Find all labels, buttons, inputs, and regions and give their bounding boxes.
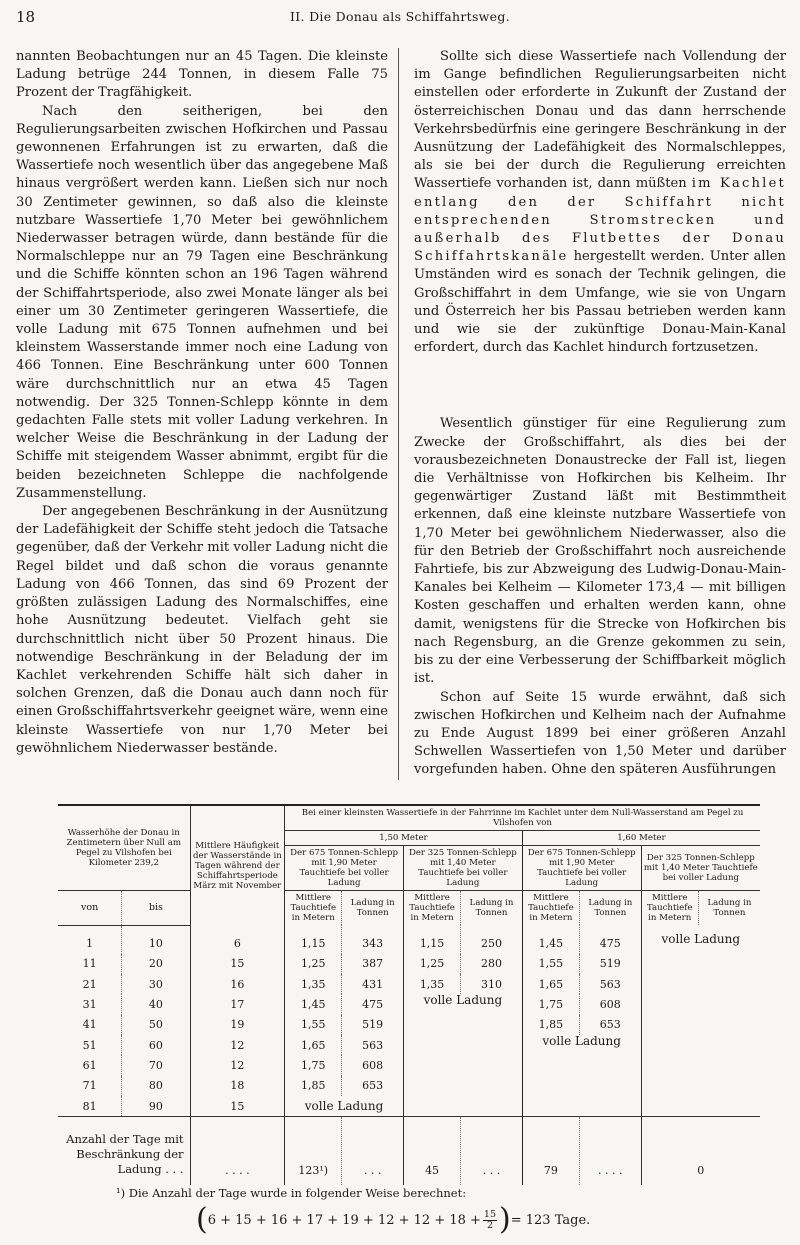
- sum-325-150: 45: [403, 1117, 460, 1186]
- paren-open: (: [196, 1202, 208, 1237]
- cell-bis: 70: [122, 1055, 190, 1075]
- cell-von: 81: [82, 1099, 97, 1113]
- header-depth-4: Mittlere Tauchtiefe in Metern: [641, 891, 698, 926]
- cell-load-675-150: 653: [342, 1076, 404, 1096]
- sum-label: Anzahl der Tage mit Beschränkung der Ladung . . .: [58, 1117, 190, 1186]
- cell-full-load-325-160: volle Ladung: [641, 925, 760, 1117]
- running-title: II. Die Donau als Schiffahrtsweg.: [290, 9, 510, 24]
- cell-full-load-675-160: volle Ladung: [522, 1035, 641, 1117]
- cell-von: 21: [82, 977, 97, 991]
- cell-depth-675-160: 1,55: [522, 954, 579, 974]
- right-paragraph-1: [414, 48, 786, 357]
- formula-result: = 123 Tage.: [510, 1212, 591, 1228]
- cell-full-load-325-150: volle Ladung: [403, 994, 522, 1116]
- cell-depth-675-150: 1,75: [285, 1055, 342, 1075]
- sum-675-150: 123¹): [285, 1117, 342, 1186]
- header-frequency: Mittlere Häufigkeit der Wasserstände in Tagen während der Schiffahrtsperiode März mit November: [190, 805, 285, 925]
- cell-load-675-150: 431: [342, 974, 404, 994]
- cell-load-675-160: 653: [579, 1015, 641, 1035]
- cell-bis: 20: [122, 954, 190, 974]
- cell-bis: 10: [122, 925, 190, 954]
- header-325-160: Der 325 Tonnen-Schlepp mit 1,40 Meter Tauchtiefe bei voller Ladung: [641, 846, 760, 891]
- sum-325-160: 0: [641, 1117, 760, 1186]
- cell-load-675-160: 519: [579, 954, 641, 974]
- fraction-denominator: 2: [486, 1219, 493, 1231]
- cell-frequency: 19: [190, 1015, 285, 1035]
- right-column: [414, 48, 786, 780]
- cell-bis: 50: [122, 1015, 190, 1035]
- cell-depth-675-150: 1,45: [285, 994, 342, 1014]
- header-depth-2: Mittlere Tauchtiefe in Metern: [403, 891, 460, 926]
- cell-von: 51: [82, 1038, 97, 1052]
- left-paragraph-3: Der angegebenen Beschränkung in der Ausnützung der Ladefähigkeit der Schiffe steht jedoch die Tatsache gegenüber, daß der Verkehr mit voller Ladung nicht die Regel bildet und daß schon die voraus genannte Ladung von 466 Tonnen, das sind 69 Prozent der größten zulässigen Ladung des Normalschiffes, eine hohe Ausnützung bedeutet. Vielfach geht sie durchschnittlich nicht über 50 Prozent hinaus. Die notwendige Beschränkung in der Beladung der im Kachlet verkehrenden Schiffe hält sich daher in solchen Grenzen, daß die Donau auch dann noch für einen Großschiffahrtsverkehr geeignet wäre, wenn eine kleinste Wassertiefe von nur 1,70 Meter bei gewöhnlichem Niederwasser bestände.: [16, 504, 388, 756]
- paren-close: ): [499, 1202, 511, 1237]
- header-von: von: [58, 891, 122, 926]
- right-paragraph-2: Wesentlich günstiger für eine Regulierung zum Zwecke der Großschiffahrt, als dies bei der vorausbezeichneten Donaustrecke der Fall ist, liegen die Verhältnisse von Hofkirchen bis Kelheim. Ihr gegenwärtiger Zustand läßt mit Bestimmtheit erkennen, daß eine kleinste nutzbare Wassertiefe von 1,70 Meter bei gewöhnlichem Niederwasser, also die für den Betrieb der Großschiffahrt noch ausreichende Fahrtiefe, bis zur Abzweigung des Ludwig-Donau-Main-Kanales bei Kelheim — Kilometer 173,4 — mit billigen Kosten geschaffen und erhalten werden kann, ohne damit, wenigstens für die Strecke von Hofkirchen bis nach Regensburg, an die Grenze gekommen zu sein, bis zu der eine Verbesserung der Schiffbarkeit möglich ist.: [414, 416, 786, 687]
- sum-675-150-load: . . .: [342, 1117, 404, 1186]
- header-325-150: Der 325 Tonnen-Schlepp mit 1,40 Meter Tauchtiefe bei voller Ladung: [403, 846, 522, 891]
- header-depth-3: Mittlere Tauchtiefe in Metern: [522, 891, 579, 926]
- cell-von: 61: [82, 1058, 97, 1072]
- cell-load-325-150: 250: [461, 925, 523, 954]
- left-column: [16, 48, 388, 758]
- cell-load-675-160: 475: [579, 925, 641, 954]
- sum-frequency: . . . .: [190, 1117, 285, 1186]
- cell-frequency: 15: [190, 954, 285, 974]
- header-load-3: Ladung in Tonnen: [579, 891, 641, 926]
- cell-load-675-150: 387: [342, 954, 404, 974]
- cell-load-675-150: 343: [342, 925, 404, 954]
- header-main: Bei einer kleinsten Wassertiefe in der Fahrrinne im Kachlet unter dem Null-Wasserstand am Pegel zu Vilshofen von: [285, 805, 760, 831]
- right-paragraph-1-spaced: im Kachlet entlang den der Schiffahrt nicht entsprechenden Stromstrecken und außerhalb des Flutbettes der Donau Schiffahrtskanäle: [414, 176, 786, 265]
- left-paragraph-2: Nach den seitherigen, bei den Regulierungsarbeiten zwischen Hofkirchen und Passau gewonnenen Erfahrungen ist zu erwarten, daß die Wassertiefe noch wesentlich über das angegebene Maß hinaus vergrößert werden kann. Ließen sich nur noch 30 Zentimeter gewinnen, so daß also die kleinste nutzbare Wassertiefe 1,70 Meter bei gewöhnlichem Niederwasser betragen würde, dann bestände für die Normalschleppe nur an 79 Tagen eine Beschränkung und die Schiffe könnten schon an 196 Tagen während der Schiffahrtsperiode, also zwei Monate länger als bei einer um 30 Zentimeter geringeren Wassertiefe, die volle Ladung mit 675 Tonnen aufnehmen und bei kleinstem Wasserstande immer noch eine Ladung von 466 Tonnen. Eine Beschränkung unter 600 Tonnen wäre durchschnittlich nur an etwa 45 Tagen notwendig. Der 325 Tonnen-Schlepp könnte in dem gedachten Falle stets mit voller Ladung verkehren. In welcher Weise die Beschränkung in der Ladung der Schiffe mit steigendem Wasser abnimmt, ergibt für die beiden bezeichneten Schleppe die nachfolgende Zusammenstellung.: [16, 103, 388, 501]
- sum-325-150-load: . . .: [461, 1117, 523, 1186]
- cell-load-325-150: 310: [461, 974, 523, 994]
- cell-von: 31: [82, 998, 97, 1012]
- cell-depth-675-150: 1,55: [285, 1015, 342, 1035]
- cell-frequency: 12: [190, 1035, 285, 1055]
- cell-depth-675-150: 1,35: [285, 974, 342, 994]
- right-paragraph-1-text-b: hergestellt werden. Unter allen Umständen wird es sonach der Technik gelingen, die Großschiffahrt in dem Umfange, wie sie von Ungarn und Österreich her bis Passau betrieben werden kann und wie sie der zukünftige Donau-Main-Kanal erfordert, durch das Kachlet hindurch fortzusetzen.: [414, 249, 786, 356]
- header-675-160: Der 675 Tonnen-Schlepp mit 1,90 Meter Tauchtiefe bei voller Ladung: [522, 846, 641, 891]
- cell-depth-675-160: 1,75: [522, 994, 579, 1014]
- header-150: 1,50 Meter: [285, 831, 523, 846]
- footnote: ¹) Die Anzahl der Tage wurde in folgender Weise berechnet:: [116, 1186, 467, 1200]
- cell-bis: 60: [122, 1035, 190, 1055]
- cell-depth-325-150: 1,35: [403, 974, 460, 994]
- cell-load-325-150: 280: [461, 954, 523, 974]
- cell-frequency: 16: [190, 974, 285, 994]
- cell-full-load-675-150: volle Ladung: [285, 1096, 404, 1117]
- cell-depth-675-160: 1,45: [522, 925, 579, 954]
- cell-depth-325-150: 1,15: [403, 925, 460, 954]
- cell-depth-675-160: 1,65: [522, 974, 579, 994]
- sum-675-160-load: . . . .: [579, 1117, 641, 1186]
- cell-load-675-160: 563: [579, 974, 641, 994]
- cell-frequency: 18: [190, 1076, 285, 1096]
- header-water-level: Wasserhöhe der Donau in Zentimetern über Null am Pegel zu Vilshofen bei Kilometer 239,2: [58, 805, 190, 891]
- header-675-150: Der 675 Tonnen-Schlepp mit 1,90 Meter Tauchtiefe bei voller Ladung: [285, 846, 404, 891]
- cell-depth-675-150: 1,65: [285, 1035, 342, 1055]
- cell-frequency: 6: [190, 925, 285, 954]
- cell-frequency: 15: [190, 1096, 285, 1117]
- cell-depth-675-150: 1,25: [285, 954, 342, 974]
- header-160: 1,60 Meter: [522, 831, 760, 846]
- right-paragraph-1-text-a: Sollte sich diese Wassertiefe nach Vollendung der im Gange befindlichen Regulierungsarbeiten nicht einstellen oder erforderte in Zukunft der Zustand der österreichischen Donau und das dann herrschende Verkehrsbedürfnis eine geringere Beschränkung in der Ausnützung der Ladefähigkeit des Normalschleppes, als sie bei der durch die Regulierung erreichten Wassertiefe vorhanden ist, dann müßten: [414, 49, 786, 192]
- left-paragraph-1: nannten Beobachtungen nur an 45 Tagen. Die kleinste Ladung betrüge 244 Tonnen, in diesem Falle 75 Prozent der Tragfähigkeit.: [16, 49, 388, 101]
- header-load-2: Ladung in Tonnen: [461, 891, 523, 926]
- sum-675-160: 79: [522, 1117, 579, 1186]
- fraction-numerator: 15: [483, 1208, 497, 1220]
- right-paragraph-3: Schon auf Seite 15 wurde erwähnt, daß sich zwischen Hofkirchen und Kelheim nach der Aufnahme zu Ende August 1899 bei einer größeren Anzahl Schwellen Wassertiefen von 1,50 Meter und darüber vorgefunden haben. Ohne den späteren Ausführungen: [414, 689, 786, 778]
- cell-bis: 80: [122, 1076, 190, 1096]
- cell-load-675-150: 563: [342, 1035, 404, 1055]
- cell-load-675-150: 519: [342, 1015, 404, 1035]
- table-row: [58, 925, 760, 954]
- cell-von: 41: [82, 1018, 97, 1032]
- cell-load-675-150: 608: [342, 1055, 404, 1075]
- header-load-4: Ladung in Tonnen: [698, 891, 760, 926]
- page-number: 18: [16, 8, 36, 26]
- cell-bis: 40: [122, 994, 190, 1014]
- cell-bis: 90: [122, 1096, 190, 1117]
- column-divider: [398, 48, 399, 780]
- page-header: [14, 6, 786, 28]
- cell-depth-325-150: 1,25: [403, 954, 460, 974]
- cell-depth-675-150: 1,85: [285, 1076, 342, 1096]
- cell-frequency: 17: [190, 994, 285, 1014]
- cell-frequency: 12: [190, 1055, 285, 1075]
- table-row-sum: [58, 1117, 760, 1186]
- cell-load-675-150: 475: [342, 994, 404, 1014]
- header-depth-1: Mittlere Tauchtiefe in Metern: [285, 891, 342, 926]
- cell-depth-675-150: 1,15: [285, 925, 342, 954]
- data-table: [58, 804, 760, 1185]
- formula-sum: 6 + 15 + 16 + 17 + 19 + 12 + 12 + 18 +: [207, 1212, 481, 1228]
- cell-depth-675-160: 1,85: [522, 1015, 579, 1035]
- cell-von: 11: [82, 957, 97, 971]
- header-bis: bis: [122, 891, 190, 926]
- footnote-formula: [196, 1202, 591, 1237]
- cell-load-675-160: 608: [579, 994, 641, 1014]
- cell-bis: 30: [122, 974, 190, 994]
- header-load-1: Ladung in Tonnen: [342, 891, 404, 926]
- cell-von: 71: [82, 1079, 97, 1093]
- cell-von: 1: [86, 937, 94, 951]
- formula-fraction: [483, 1210, 497, 1231]
